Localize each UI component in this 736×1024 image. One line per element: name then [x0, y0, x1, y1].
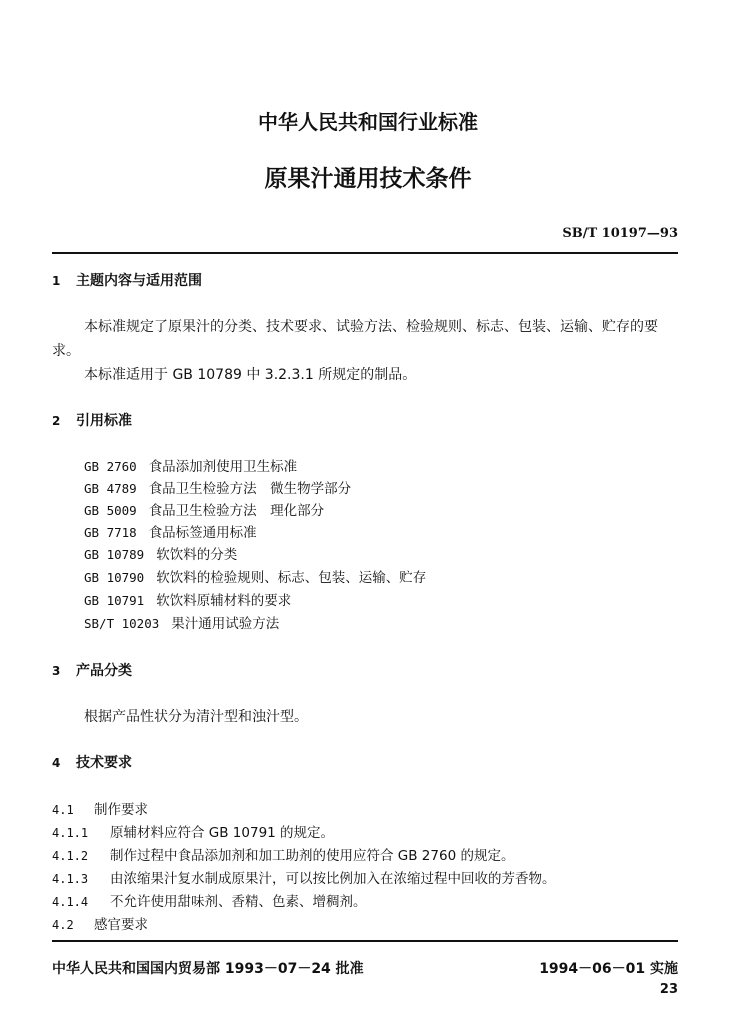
section-1-heading: [52, 270, 202, 290]
reference-item: [84, 477, 351, 497]
footer-divider: [52, 940, 678, 942]
reference-item: [84, 499, 324, 519]
section-number: 3: [52, 664, 61, 678]
reference-code: GB 10790: [84, 570, 145, 585]
clause-item: [52, 867, 556, 887]
clause-text: 由浓缩果汁复水制成原果汁，可以按比例加入在浓缩过程中回收的芳香物。: [110, 871, 556, 887]
section-title: 产品分类: [76, 663, 132, 679]
section-number: 4: [52, 756, 61, 770]
document-title-line1: 中华人民共和国行业标准: [258, 110, 478, 134]
reference-item: [84, 566, 426, 586]
clause-item: [52, 798, 148, 818]
reference-title: 软饮料的检验规则、标志、包装、运输、贮存: [156, 570, 427, 586]
reference-item: [84, 589, 291, 609]
clause-item: [52, 890, 367, 910]
clause-number: 4.1.1: [52, 826, 89, 840]
clause-item: [52, 821, 334, 841]
clause-item: [52, 913, 148, 933]
clause-number: 4.1: [52, 803, 74, 817]
clause-number: 4.1.3: [52, 872, 89, 886]
reference-code: SB/T 10203: [84, 616, 160, 631]
clause-text: 制作要求: [94, 802, 148, 818]
section-title: 技术要求: [76, 755, 132, 771]
clause-item: [52, 844, 514, 864]
reference-title: 食品卫生检验方法 微生物学部分: [148, 481, 352, 497]
clause-text: 感官要求: [94, 917, 148, 933]
reference-item: [84, 612, 279, 632]
reference-title: 软饮料原辅材料的要求: [156, 593, 292, 609]
reference-title: 果汁通用试验方法: [171, 616, 280, 632]
reference-code: GB 4789: [84, 481, 137, 496]
section-4-heading: [52, 752, 132, 772]
clause-number: 4.1.2: [52, 849, 89, 863]
section-3-paragraph: 根据产品性状分为清汁型和浊汁型。: [84, 709, 308, 725]
reference-item: [84, 521, 257, 541]
section-1-paragraph-line2: 求。: [52, 343, 80, 359]
reference-title: 食品添加剂使用卫生标准: [148, 459, 298, 475]
section-2-heading: [52, 410, 132, 430]
reference-code: GB 2760: [84, 459, 137, 474]
page-number: 23: [659, 982, 678, 997]
section-title: 引用标准: [76, 413, 132, 429]
section-number: 2: [52, 414, 61, 428]
section-1-paragraph-line1: 本标准规定了原果汁的分类、技术要求、试验方法、检验规则、标志、包装、运输、贮存的要: [84, 319, 658, 335]
section-1-paragraph-2: 本标准适用于 GB 10789 中 3.2.3.1 所规定的制品。: [84, 367, 417, 383]
clause-number: 4.1.4: [52, 895, 89, 909]
reference-title: 食品卫生检验方法 理化部分: [148, 503, 325, 519]
reference-code: GB 7718: [84, 525, 137, 540]
header-divider: [52, 252, 678, 254]
standard-code: SB/T 10197—93: [562, 226, 678, 241]
clause-text: 制作过程中食品添加剂和加工助剂的使用应符合 GB 2760 的规定。: [110, 848, 515, 864]
reference-item: [84, 455, 297, 475]
reference-code: GB 5009: [84, 503, 137, 518]
approval-statement: 中华人民共和国国内贸易部 1993－07－24 批准: [52, 961, 364, 977]
reference-code: GB 10789: [84, 547, 145, 562]
reference-item: [84, 543, 237, 563]
section-title: 主题内容与适用范围: [76, 273, 202, 289]
clause-text: 不允许使用甜味剂、香精、色素、增稠剂。: [110, 894, 367, 910]
reference-title: 食品标签通用标准: [148, 525, 257, 541]
clause-text: 原辅材料应符合 GB 10791 的规定。: [110, 825, 335, 841]
document-title-line2: 原果汁通用技术条件: [264, 166, 472, 192]
reference-code: GB 10791: [84, 593, 145, 608]
clause-number: 4.2: [52, 918, 74, 932]
section-number: 1: [52, 274, 61, 288]
implementation-date: 1994－06－01 实施: [539, 961, 678, 977]
reference-title: 软饮料的分类: [156, 547, 238, 563]
section-3-heading: [52, 660, 132, 680]
